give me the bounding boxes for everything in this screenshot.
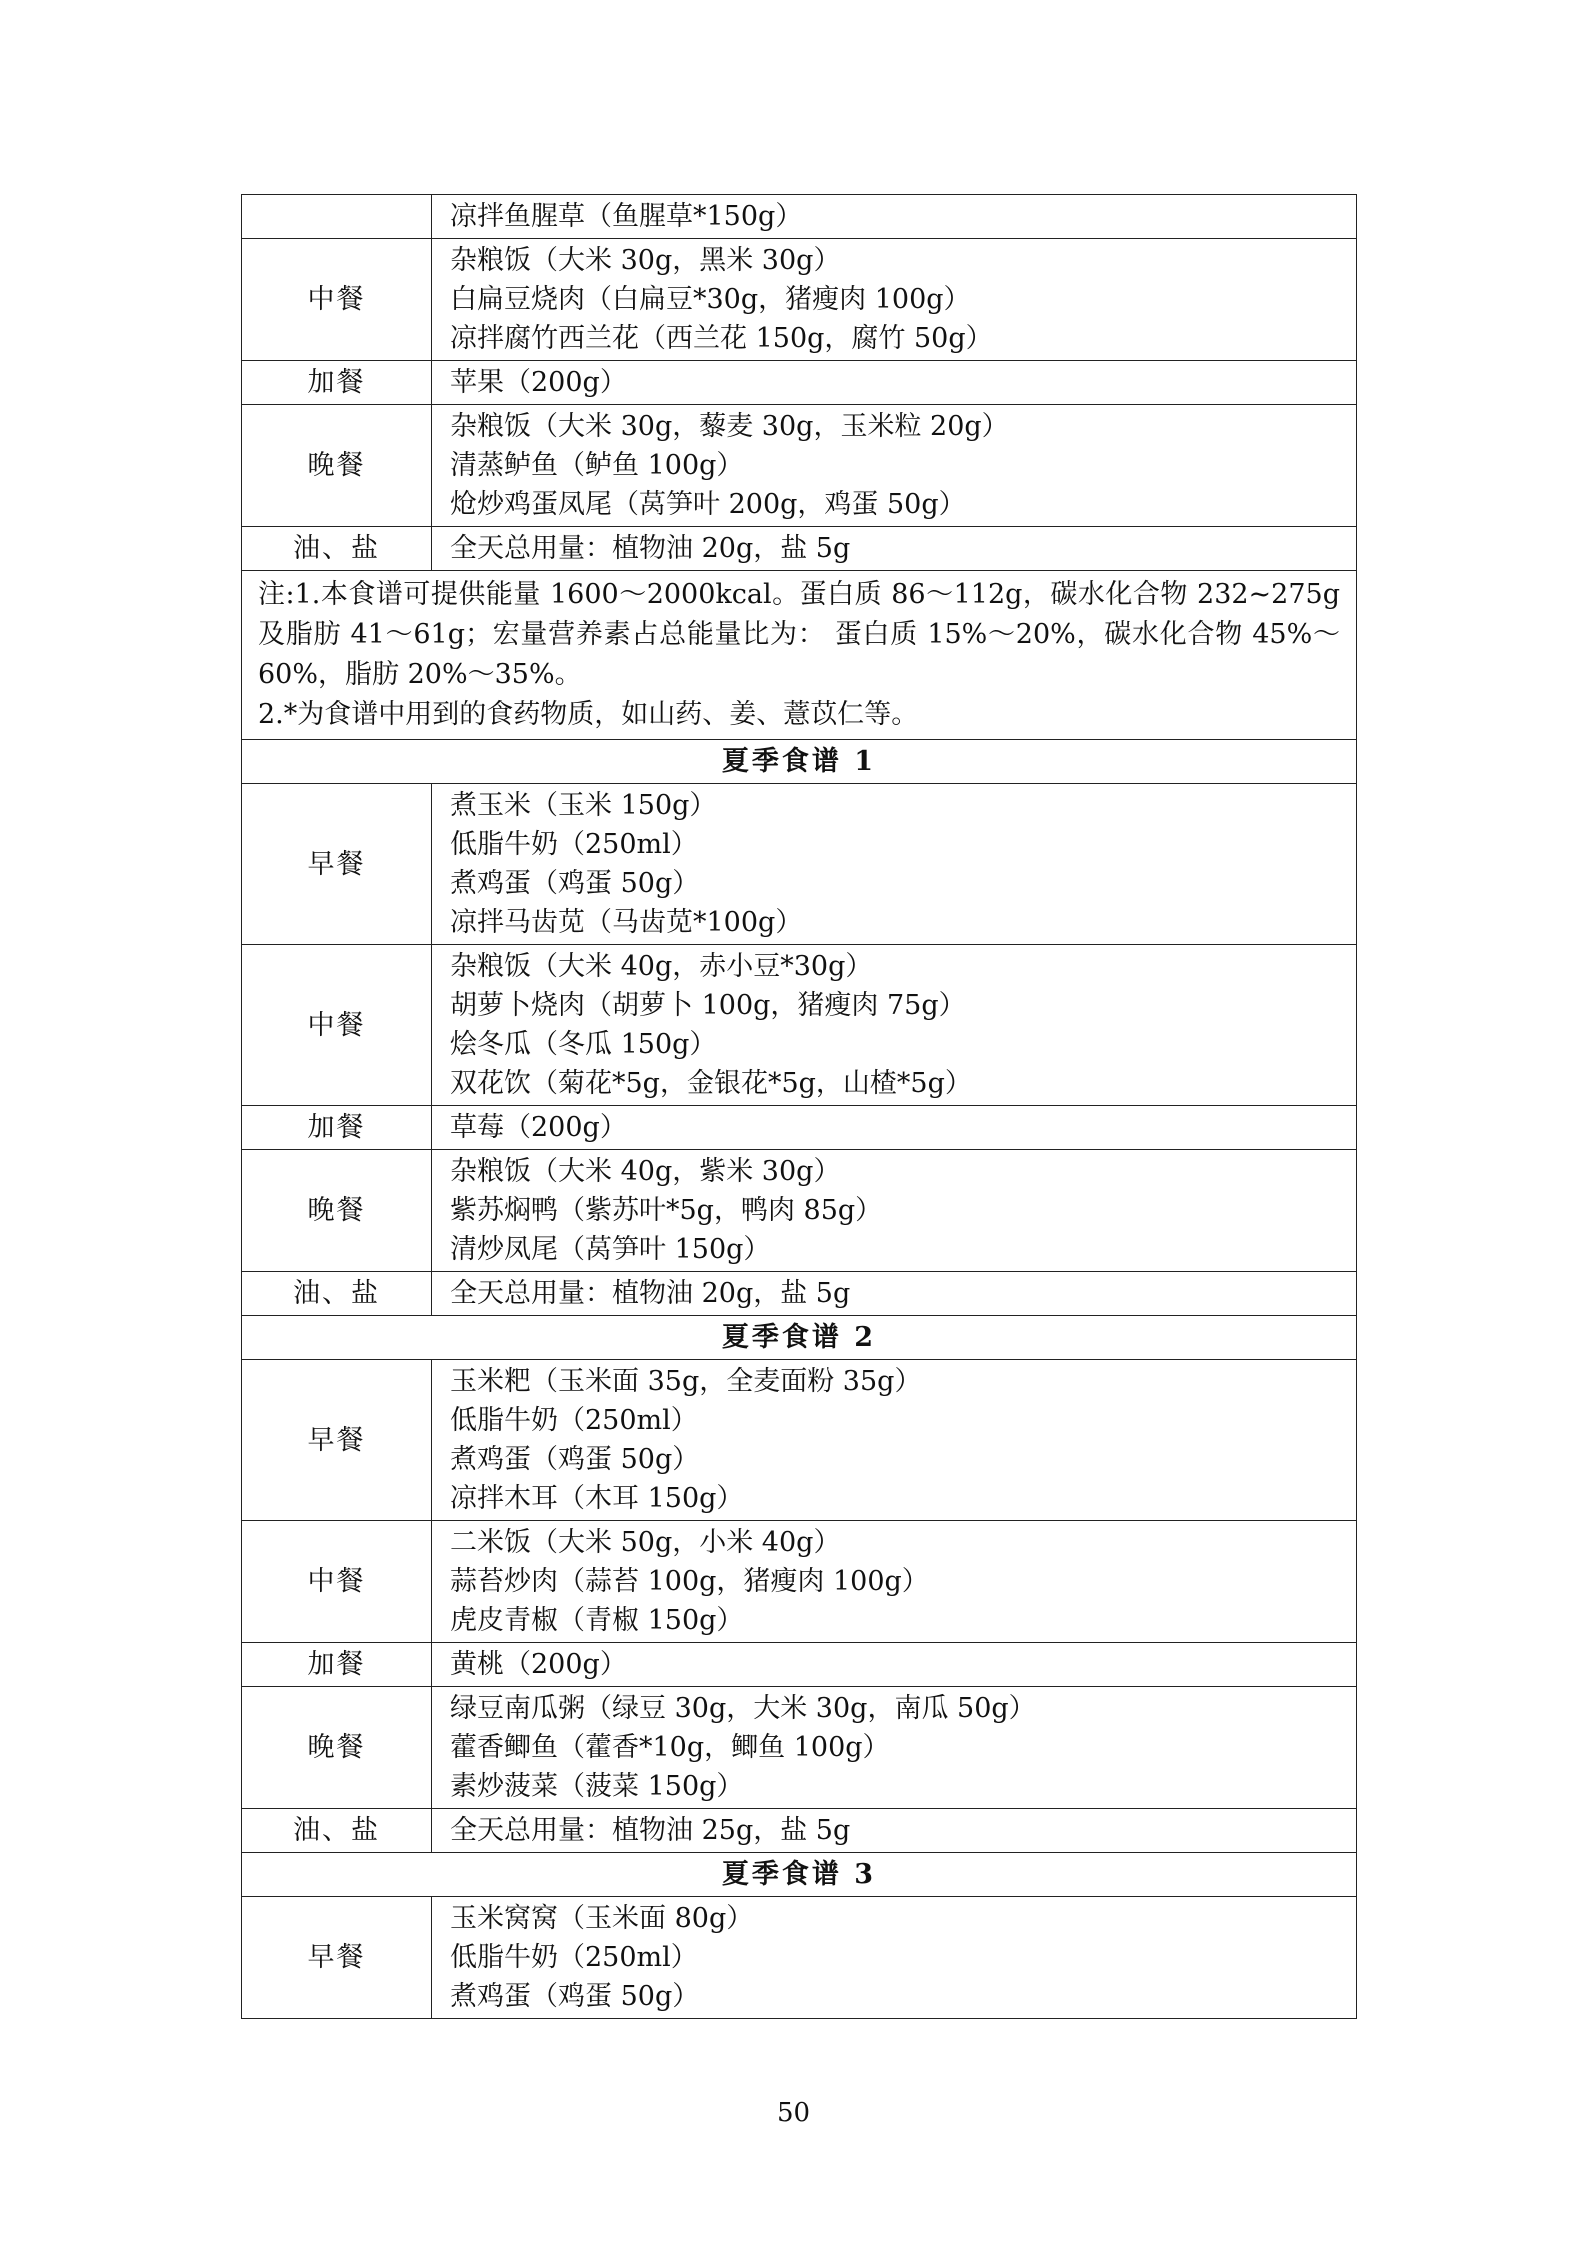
section-title-row: [242, 1316, 1357, 1360]
meal-name-cell: 早餐: [242, 1897, 432, 2019]
menu-item: 草莓（200g）: [450, 1112, 627, 1143]
meal-name-cell: 早餐: [242, 784, 432, 945]
menu-item: 黄桃（200g）: [450, 1649, 627, 1680]
meal-items-cell: [432, 405, 1357, 527]
table-row: [242, 1809, 1357, 1853]
table-row: [242, 405, 1357, 527]
menu-item: 藿香鲫鱼（藿香*10g，鲫鱼 100g）: [450, 1732, 890, 1763]
table-row: [242, 361, 1357, 405]
menu-item: 煮鸡蛋（鸡蛋 50g）: [450, 1981, 700, 2012]
menu-item: 凉拌鱼腥草（鱼腥草*150g）: [450, 201, 803, 232]
meal-items-cell: [432, 527, 1357, 571]
menu-item: 全天总用量：植物油 20g，盐 5g: [450, 533, 851, 564]
menu-item: 素炒菠菜（菠菜 150g）: [450, 1771, 744, 1802]
menu-item: 胡萝卜烧肉（胡萝卜 100g，猪瘦肉 75g）: [450, 990, 966, 1021]
section-title-summer-3: 夏季食谱 3: [242, 1853, 1357, 1897]
menu-table: [241, 194, 1357, 2019]
menu-item: 煮鸡蛋（鸡蛋 50g）: [450, 1444, 700, 1475]
meal-items-cell: [432, 1106, 1357, 1150]
meal-name-cell: 中餐: [242, 945, 432, 1106]
menu-item: 凉拌腐竹西兰花（西兰花 150g，腐竹 50g）: [450, 323, 993, 354]
menu-item: 清炒凤尾（莴笋叶 150g）: [450, 1234, 771, 1265]
meal-name-cell: 油、盐: [242, 1809, 432, 1853]
table-row: [242, 1106, 1357, 1150]
menu-item: 苹果（200g）: [450, 367, 627, 398]
menu-item: 玉米窝窝（玉米面 80g）: [450, 1903, 754, 1934]
meal-items-cell: [432, 1643, 1357, 1687]
menu-item: 低脂牛奶（250ml）: [450, 1405, 698, 1436]
menu-item: 玉米粑（玉米面 35g，全麦面粉 35g）: [450, 1366, 922, 1397]
meal-items-cell: [432, 1897, 1357, 2019]
menu-item: 凉拌马齿苋（马齿苋*100g）: [450, 907, 803, 938]
menu-item: 全天总用量：植物油 25g，盐 5g: [450, 1815, 851, 1846]
meal-name-cell: 中餐: [242, 1521, 432, 1643]
meal-items-cell: [432, 1809, 1357, 1853]
section-title-row: [242, 740, 1357, 784]
table-row: [242, 1360, 1357, 1521]
menu-item: 蒜苔炒肉（蒜苔 100g，猪瘦肉 100g）: [450, 1566, 929, 1597]
meal-name-cell: 油、盐: [242, 1272, 432, 1316]
table-row: [242, 1643, 1357, 1687]
meal-name-cell: 晚餐: [242, 405, 432, 527]
table-row: [242, 1150, 1357, 1272]
menu-item: 低脂牛奶（250ml）: [450, 829, 698, 860]
meal-name-cell: 晚餐: [242, 1150, 432, 1272]
menu-item: 杂粮饭（大米 40g，赤小豆*30g）: [450, 951, 873, 982]
menu-item: 煮鸡蛋（鸡蛋 50g）: [450, 868, 700, 899]
menu-item: 二米饭（大米 50g，小米 40g）: [450, 1527, 841, 1558]
meal-items-cell: [432, 1272, 1357, 1316]
menu-item: 全天总用量：植物油 20g，盐 5g: [450, 1278, 851, 1309]
menu-item: 杂粮饭（大米 30g，黑米 30g）: [450, 245, 841, 276]
menu-item: 绿豆南瓜粥（绿豆 30g，大米 30g，南瓜 50g）: [450, 1693, 1036, 1724]
meal-name-cell: 晚餐: [242, 1687, 432, 1809]
table-row: [242, 1272, 1357, 1316]
menu-item: 清蒸鲈鱼（鲈鱼 100g）: [450, 450, 744, 481]
table-row: [242, 527, 1357, 571]
section-title-row: [242, 1853, 1357, 1897]
note-line-1: 注:1.本食谱可提供能量 1600～2000kcal。蛋白质 86～112g，碳水化合物 232~275g 及脂肪 41～61g；宏量营养素占总能量比为： 蛋白质 15%～20%，碳水化合物 45%～60%，脂肪 20%～35%。: [258, 579, 1340, 690]
meal-name-cell: 中餐: [242, 239, 432, 361]
menu-item: 双花饮（菊花*5g，金银花*5g，山楂*5g）: [450, 1068, 972, 1099]
note-row: [242, 571, 1357, 740]
menu-item: 虎皮青椒（青椒 150g）: [450, 1605, 744, 1636]
menu-item: 杂粮饭（大米 40g，紫米 30g）: [450, 1156, 841, 1187]
meal-items-cell: [432, 1150, 1357, 1272]
meal-name-cell: 早餐: [242, 1360, 432, 1521]
meal-items-cell: [432, 945, 1357, 1106]
meal-name-cell: [242, 195, 432, 239]
menu-item: 低脂牛奶（250ml）: [450, 1942, 698, 1973]
page-number: 50: [776, 2098, 811, 2128]
note-line-2: 2.*为食谱中用到的食药物质，如山药、姜、薏苡仁等。: [258, 699, 919, 730]
meal-name-cell: 加餐: [242, 1106, 432, 1150]
meal-name-cell: 油、盐: [242, 527, 432, 571]
menu-item: 紫苏焖鸭（紫苏叶*5g，鸭肉 85g）: [450, 1195, 883, 1226]
section-title-summer-1: 夏季食谱 1: [242, 740, 1357, 784]
table-row: [242, 239, 1357, 361]
table-row: [242, 195, 1357, 239]
note-cell: [242, 571, 1357, 740]
table-row: [242, 784, 1357, 945]
meal-items-cell: [432, 1360, 1357, 1521]
menu-item: 煮玉米（玉米 150g）: [450, 790, 717, 821]
table-row: [242, 1897, 1357, 2019]
menu-item: 杂粮饭（大米 30g，藜麦 30g，玉米粒 20g）: [450, 411, 1009, 442]
meal-items-cell: [432, 1521, 1357, 1643]
meal-items-cell: [432, 239, 1357, 361]
table-row: [242, 945, 1357, 1106]
meal-items-cell: [432, 784, 1357, 945]
meal-name-cell: 加餐: [242, 361, 432, 405]
table-row: [242, 1687, 1357, 1809]
menu-item: 白扁豆烧肉（白扁豆*30g，猪瘦肉 100g）: [450, 284, 971, 315]
meal-name-cell: 加餐: [242, 1643, 432, 1687]
menu-item: 凉拌木耳（木耳 150g）: [450, 1483, 744, 1514]
meal-items-cell: [432, 1687, 1357, 1809]
meal-items-cell: [432, 195, 1357, 239]
menu-table-body: [242, 195, 1357, 2019]
menu-item: 炝炒鸡蛋凤尾（莴笋叶 200g，鸡蛋 50g）: [450, 489, 966, 520]
meal-items-cell: [432, 361, 1357, 405]
table-row: [242, 1521, 1357, 1643]
menu-item: 烩冬瓜（冬瓜 150g）: [450, 1029, 717, 1060]
section-title-summer-2: 夏季食谱 2: [242, 1316, 1357, 1360]
